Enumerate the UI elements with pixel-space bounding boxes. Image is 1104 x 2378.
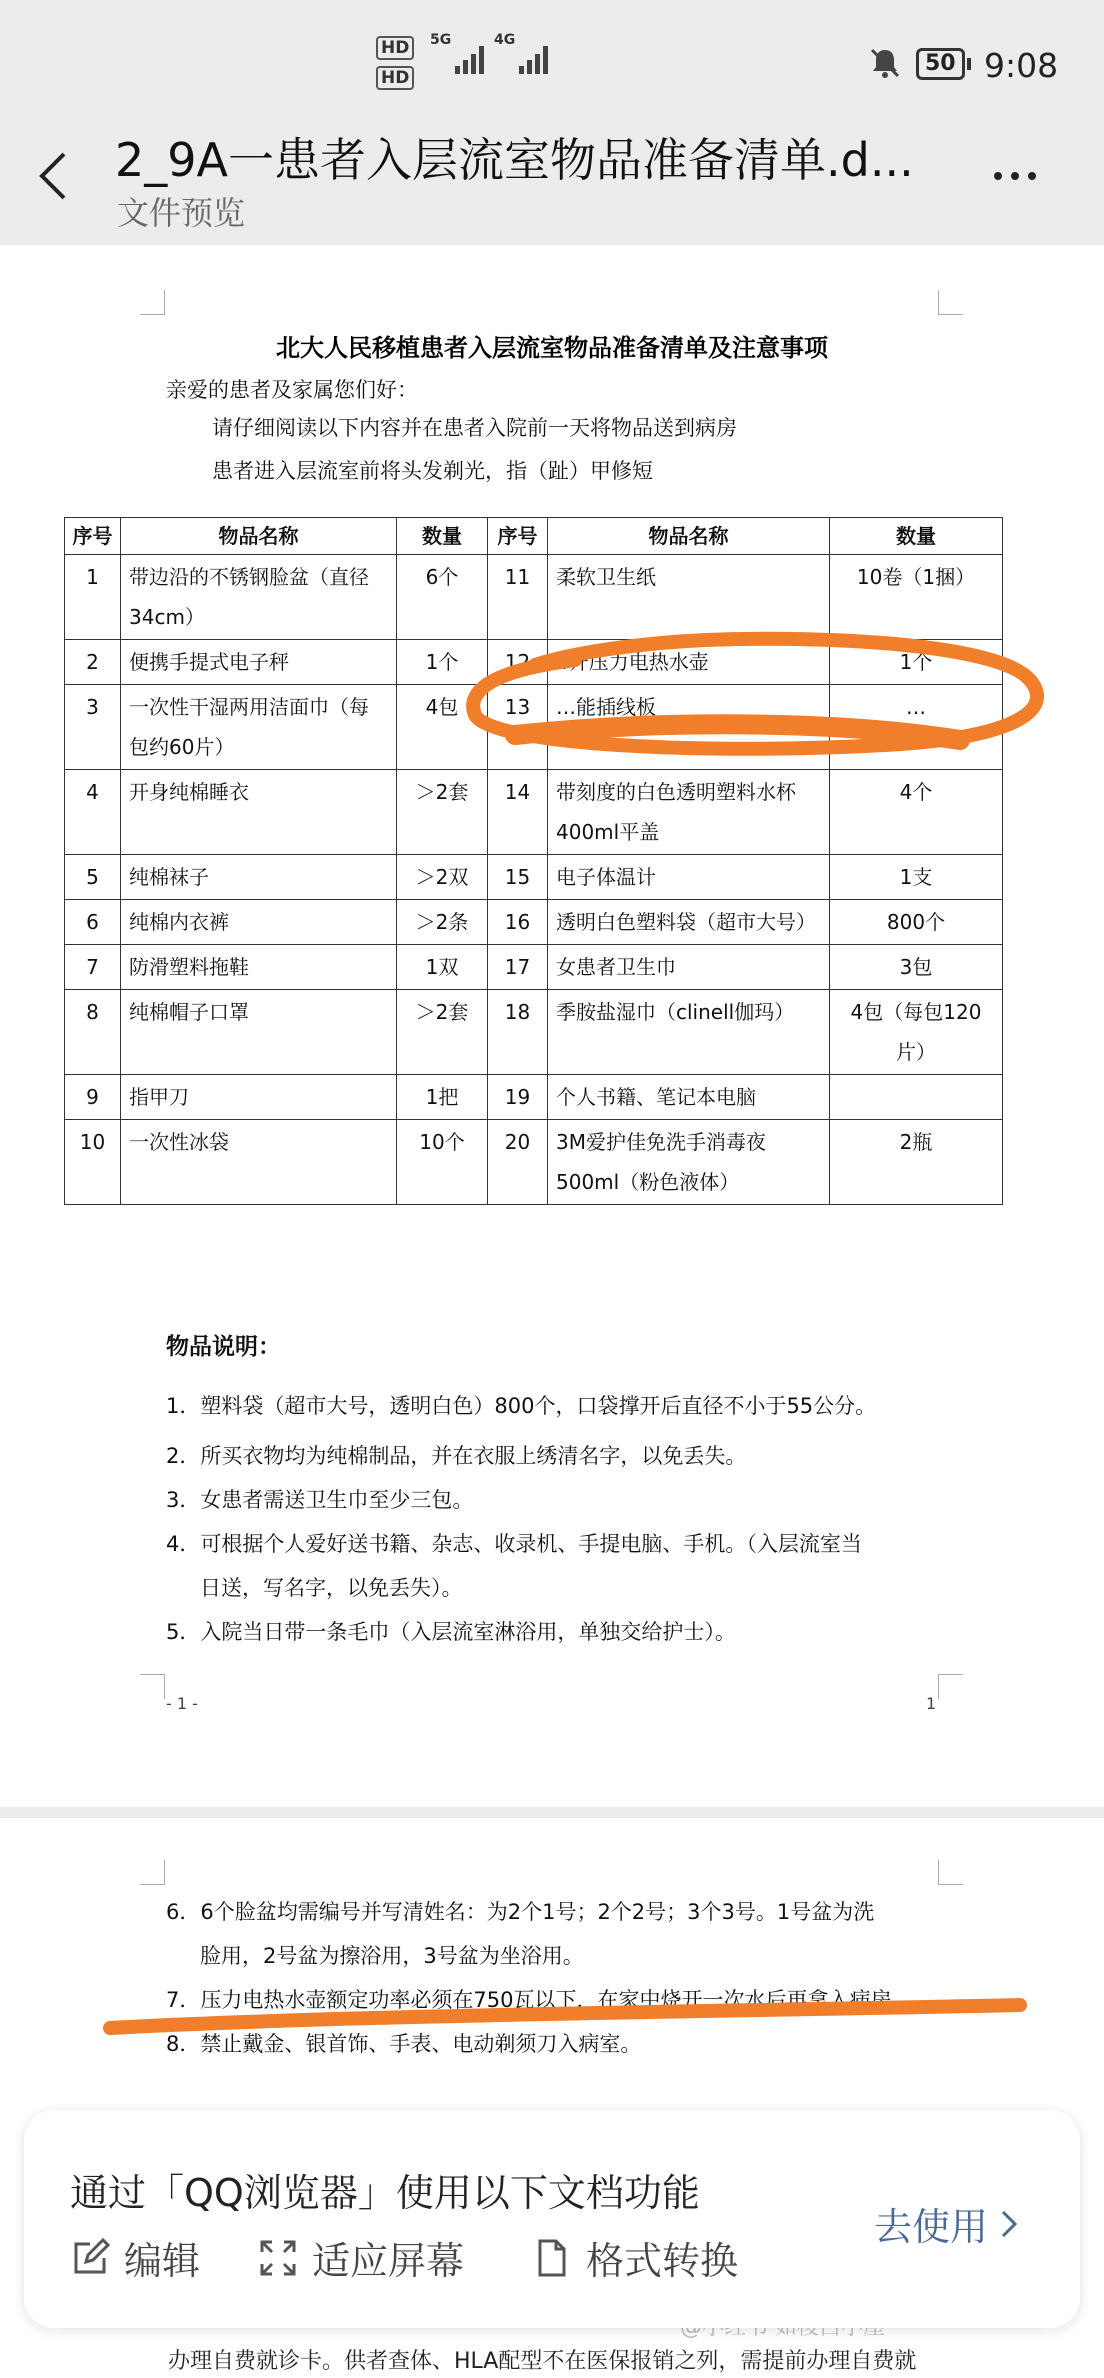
cell-qty: ＞2条 — [397, 900, 488, 945]
table-row — [65, 945, 1003, 990]
format-convert-action[interactable] — [532, 2230, 738, 2285]
table-row — [65, 855, 1003, 900]
cell-name: 一次性冰袋 — [121, 1120, 397, 1205]
cell-name: 防滑塑料拖鞋 — [121, 945, 397, 990]
cell-qty: ＞2套 — [397, 770, 488, 855]
use-button-label: 去使用 — [874, 2205, 989, 2249]
notes-title: 物品说明： — [166, 1334, 281, 1360]
cell-no: 7 — [65, 945, 121, 990]
cell-name: 便携手提式电子秤 — [121, 640, 397, 685]
cell-no: 10 — [65, 1120, 121, 1205]
cell-no: 17 — [488, 945, 548, 990]
cell-qty: 6个 — [397, 555, 488, 640]
edit-icon — [70, 2238, 110, 2278]
table-row — [65, 1120, 1003, 1205]
cell-qty: 1支 — [830, 855, 1003, 900]
signal-5g — [430, 32, 484, 74]
page-subtitle: 文件预览 — [117, 194, 246, 232]
note-7: 7．压力电热水壶额定功率必须在750瓦以下，在家中烧开一次水后再拿入病房 — [166, 1988, 892, 2012]
col-header-qty: 数量 — [397, 518, 488, 555]
hd1-badge: HD — [376, 36, 414, 60]
col-header-name: 物品名称 — [121, 518, 397, 555]
note-8: 8．禁止戴金、银首饰、手表、电动剃须刀入病室。 — [166, 2032, 642, 2056]
col-header-no: 序号 — [488, 518, 548, 555]
cell-no: 13 — [488, 685, 548, 770]
back-button[interactable] — [36, 150, 70, 206]
crop-mark — [140, 290, 165, 315]
cell-no: 2 — [65, 640, 121, 685]
chevron-right-icon — [1000, 2209, 1018, 2239]
cell-qty: 1个 — [830, 640, 1003, 685]
orange-circle-annotation — [455, 620, 1055, 770]
dot-icon — [994, 172, 1002, 180]
cell-qty: 10卷（1捆） — [830, 555, 1003, 640]
cell-qty: 4个 — [830, 770, 1003, 855]
table-header-row — [65, 518, 1003, 555]
edit-label: 编辑 — [124, 2239, 201, 2283]
cell-qty: 1个 — [397, 640, 488, 685]
clock: 9:08 — [984, 46, 1059, 85]
cell-qty: 1把 — [397, 1075, 488, 1120]
cell-no: 19 — [488, 1075, 548, 1120]
cell-name: 4升压力电热水壶 — [548, 640, 830, 685]
note-1: 1．塑料袋（超市大号，透明白色）800个，口袋撑开后直径不小于55公分。 — [166, 1394, 877, 1418]
col-header-name: 物品名称 — [548, 518, 830, 555]
cell-name: 指甲刀 — [121, 1075, 397, 1120]
document-title: 北大人民移植患者入层流室物品准备清单及注意事项 — [276, 334, 828, 362]
cell-name: 一次性干湿两用洁面巾（每包约60片） — [121, 685, 397, 770]
page-number-left: - 1 - — [166, 1694, 198, 1713]
promo-title: 通过「QQ浏览器」使用以下文档功能 — [70, 2171, 700, 2215]
instruction-line-2: 患者进入层流室前将头发剃光，指（趾）甲修短 — [212, 459, 653, 483]
fit-screen-action[interactable] — [258, 2230, 464, 2285]
cell-no: 1 — [65, 555, 121, 640]
net1-label: 5G — [430, 32, 452, 48]
cell-no: 16 — [488, 900, 548, 945]
cell-qty: 1双 — [397, 945, 488, 990]
cell-qty: 4包（每包120片） — [830, 990, 1003, 1075]
table-row — [65, 990, 1003, 1075]
cell-name: 个人书籍、笔记本电脑 — [548, 1075, 830, 1120]
crop-mark — [938, 1860, 963, 1885]
use-button[interactable] — [874, 2196, 1018, 2251]
fit-screen-icon — [258, 2238, 298, 2278]
cell-name: …能插线板 — [548, 685, 830, 770]
cell-name: 带边沿的不锈钢脸盆（直径34cm） — [121, 555, 397, 640]
signal-icon — [455, 46, 484, 74]
cell-name: 3M爱护佳免洗手消毒夜500ml（粉色液体） — [548, 1120, 830, 1205]
note-6-cont: 脸用，2号盆为擦浴用，3号盆为坐浴用。 — [200, 1944, 584, 1968]
cell-name: 纯棉帽子口罩 — [121, 990, 397, 1075]
fit-screen-label: 适应屏幕 — [312, 2239, 465, 2283]
cell-qty — [830, 1075, 1003, 1120]
cell-qty: 3包 — [830, 945, 1003, 990]
crop-mark — [140, 1674, 165, 1699]
back-arrow-icon — [36, 150, 70, 202]
cell-no: 14 — [488, 770, 548, 855]
cell-name: 纯棉袜子 — [121, 855, 397, 900]
crop-mark — [938, 290, 963, 315]
page-number-right: 1 — [926, 1694, 937, 1713]
crop-mark — [140, 1860, 165, 1885]
cell-no: 15 — [488, 855, 548, 900]
crop-mark — [938, 1674, 963, 1699]
cell-no: 8 — [65, 990, 121, 1075]
greeting-text: 亲爱的患者及家属您们好： — [166, 378, 418, 402]
cell-name: 带刻度的白色透明塑料水杯400ml平盖 — [548, 770, 830, 855]
cell-name: 透明白色塑料袋（超市大号） — [548, 900, 830, 945]
note-6: 6．6个脸盆均需编号并写清姓名：为2个1号；2个2号；3个3号。1号盆为洗 — [166, 1900, 875, 1924]
note-5: 5．入院当日带一条毛巾（入层流室淋浴用，单独交给护士）。 — [166, 1620, 736, 1644]
cell-name: 柔软卫生纸 — [548, 555, 830, 640]
cell-name: 纯棉内衣裤 — [121, 900, 397, 945]
cell-name: 女患者卫生巾 — [548, 945, 830, 990]
bottom-text: 办理自费就诊卡。供者查体、HLA配型不在医保报销之列，需提前办理自费就 — [168, 2349, 917, 2374]
page-title: 2_9A一患者入层流室物品准备清单.d... — [115, 133, 914, 187]
table-row — [65, 770, 1003, 855]
cell-qty: 800个 — [830, 900, 1003, 945]
signal-4g — [494, 32, 548, 74]
cell-qty: 4包 — [397, 685, 488, 770]
net2-label: 4G — [494, 32, 516, 48]
col-header-qty: 数量 — [830, 518, 1003, 555]
cell-no: 20 — [488, 1120, 548, 1205]
signal-icon — [519, 46, 548, 74]
table-row — [65, 900, 1003, 945]
cell-name: 开身纯棉睡衣 — [121, 770, 397, 855]
cell-name: 季胺盐湿巾（clinell伽玛） — [548, 990, 830, 1075]
format-convert-label: 格式转换 — [586, 2239, 739, 2283]
cell-qty: ＞2套 — [397, 990, 488, 1075]
cell-no: 9 — [65, 1075, 121, 1120]
cell-no: 11 — [488, 555, 548, 640]
cell-name: 电子体温计 — [548, 855, 830, 900]
dot-icon — [1028, 172, 1036, 180]
cell-no: 4 — [65, 770, 121, 855]
mute-icon — [868, 46, 902, 84]
note-4: 4．可根据个人爱好送书籍、杂志、收录机、手提电脑、手机。（入层流室当 — [166, 1532, 862, 1556]
dot-icon — [1011, 172, 1019, 180]
cell-no: 12 — [488, 640, 548, 685]
orange-underline-annotation — [100, 1990, 1030, 2040]
cell-no: 6 — [65, 900, 121, 945]
hd2-badge: HD — [376, 66, 414, 90]
cell-no: 3 — [65, 685, 121, 770]
battery-icon — [916, 48, 971, 80]
cell-qty: 2瓶 — [830, 1120, 1003, 1205]
document-icon — [532, 2238, 572, 2278]
note-2: 2．所买衣物均为纯棉制品，并在衣服上绣清名字，以免丢失。 — [166, 1444, 747, 1468]
battery-level: 50 — [916, 48, 965, 80]
hd-indicators — [376, 36, 414, 90]
cell-qty: ＞2双 — [397, 855, 488, 900]
cell-no: 18 — [488, 990, 548, 1075]
table-row — [65, 1075, 1003, 1120]
cell-qty: … — [830, 685, 1003, 770]
col-header-no: 序号 — [65, 518, 121, 555]
more-menu-button[interactable] — [994, 172, 1036, 180]
cell-qty: 10个 — [397, 1120, 488, 1205]
instruction-line-1: 请仔细阅读以下内容并在患者入院前一天将物品送到病房 — [212, 416, 737, 440]
edit-action[interactable] — [70, 2230, 200, 2285]
note-3: 3．女患者需送卫生巾至少三包。 — [166, 1488, 474, 1512]
note-4-cont: 日送，写名字，以免丢失）。 — [200, 1576, 463, 1600]
cell-no: 5 — [65, 855, 121, 900]
